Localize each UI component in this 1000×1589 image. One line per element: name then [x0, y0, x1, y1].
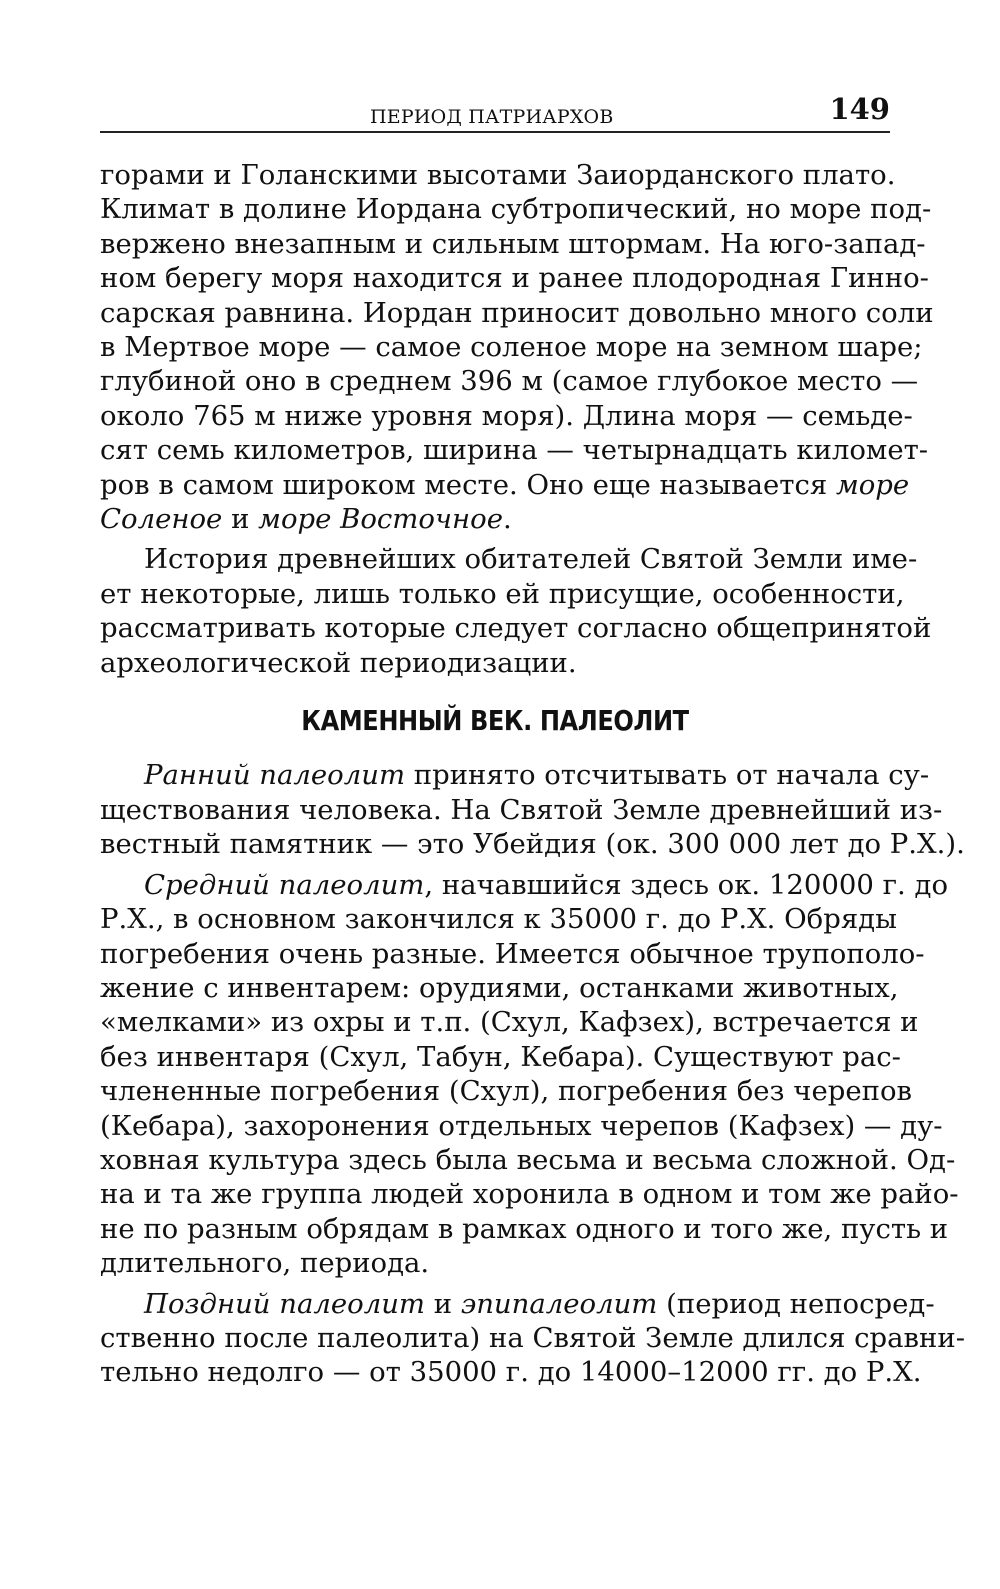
section-heading: КАМЕННЫЙ ВЕК. ПАЛЕОЛИТ	[301, 704, 689, 738]
text-line	[100, 296, 934, 330]
text-run: и	[425, 1287, 461, 1320]
text-run: вестный памятник — это Убейдия (ок. 300 000 лет до Р.Х.).	[100, 828, 965, 861]
text-line	[100, 1109, 943, 1143]
text-run: тельно недолго — от 35000 г. до 14000–12000 гг. до Р.Х.	[100, 1356, 922, 1389]
running-header	[100, 92, 890, 132]
text-line	[100, 158, 896, 192]
text-run: археологической периодизации.	[100, 646, 577, 679]
text-line	[100, 868, 949, 902]
italic-term: Соленое	[100, 503, 223, 536]
italic-term: море	[835, 468, 910, 501]
italic-term: Ранний палеолит	[144, 759, 406, 792]
text-line	[100, 1040, 901, 1074]
running-head-title: ПЕРИОД ПАТРИАРХОВ	[370, 106, 614, 128]
italic-term: море Восточное	[258, 503, 503, 536]
text-run: «мелками» из охры и т.п. (Схул, Кафзех), встречается и	[100, 1006, 919, 1039]
text-line	[100, 433, 929, 467]
text-run: глубиной оно в среднем 396 м (самое глубокое место —	[100, 365, 919, 398]
text-run: Р.Х., в основном закончился к 35000 г. до Р.Х. Обряды	[100, 903, 898, 936]
text-line	[100, 1287, 935, 1321]
text-run: жение с инвентарем: орудиями, останками животных,	[100, 971, 899, 1004]
text-line	[100, 577, 905, 611]
text-run: вержено внезапным и сильным штормам. На юго-запад-	[100, 227, 926, 260]
text-run: ществования человека. На Святой Земле древнейший из-	[100, 793, 943, 826]
italic-term: Поздний палеолит	[144, 1287, 425, 1320]
text-line	[100, 1246, 890, 1280]
text-line	[100, 793, 943, 827]
text-line	[100, 399, 913, 433]
text-line	[100, 971, 899, 1005]
text-run: (период непосред-	[657, 1287, 935, 1320]
text-line	[100, 192, 932, 226]
italic-term: Средний палеолит	[144, 868, 425, 901]
text-run: на и та же группа людей хоронила в одном и том же райо-	[100, 1178, 959, 1211]
text-line	[100, 1355, 922, 1389]
text-line	[100, 227, 926, 261]
page-number: 149	[829, 92, 890, 126]
text-run: без инвентаря (Схул, Табун, Кебара). Существуют рас-	[100, 1040, 901, 1073]
text-run: не по разным обрядам в рамках одного и того же, пусть и	[100, 1212, 949, 1245]
text-run: и	[222, 503, 259, 536]
text-run: История древнейших обитателей Святой Земли име-	[144, 543, 918, 576]
text-line	[100, 502, 890, 536]
text-run: (Кебара), захоронения отдельных черепов (Кафзех) — ду-	[100, 1109, 943, 1142]
text-line	[100, 1074, 913, 1108]
text-run: ственно после палеолита) на Святой Земле длился сравни-	[100, 1321, 965, 1354]
text-line	[100, 646, 890, 680]
text-run: принято отсчитывать от начала су-	[405, 759, 930, 792]
text-run: сарская равнина. Иордан приносит довольно много соли	[100, 296, 934, 329]
text-line	[100, 1212, 949, 1246]
text-line	[100, 827, 965, 861]
text-run: горами и Голанскими высотами Заиорданского плато.	[100, 159, 896, 191]
text-line	[100, 1177, 959, 1211]
text-run: , начавшийся здесь ок. 120000 г. до	[424, 868, 949, 901]
text-line	[100, 468, 910, 502]
text-run: ров в самом широком месте. Оно еще называется	[100, 468, 836, 501]
text-line	[100, 758, 930, 792]
text-run: сят семь километров, ширина — четырнадцать километ-	[100, 434, 929, 467]
text-line	[100, 261, 929, 295]
text-run: ном берегу моря находится и ранее плодородная Гинно-	[100, 262, 929, 295]
text-line	[100, 1005, 919, 1039]
text-run: длительного, периода.	[100, 1247, 430, 1280]
text-run: .	[502, 503, 512, 536]
text-line	[100, 611, 932, 645]
text-run: ховная культура здесь была весьма и весьма сложной. Од-	[100, 1143, 956, 1176]
text-run: рассматривать которые следует согласно общепринятой	[100, 612, 932, 645]
text-line	[100, 364, 919, 398]
text-line	[100, 542, 918, 576]
header-rule	[100, 131, 890, 133]
text-run: около 765 м ниже уровня моря). Длина моря — семьде-	[100, 399, 913, 432]
text-run: Климат в долине Иордана субтропический, но море под-	[100, 193, 932, 226]
text-run: в Мертвое море — самое соленое море на земном шаре;	[100, 331, 923, 364]
italic-term: эпипалеолит	[460, 1287, 658, 1320]
text-line	[100, 1143, 956, 1177]
text-line	[100, 330, 923, 364]
text-run: погребения очень разные. Имеется обычное трупополо-	[100, 937, 925, 970]
text-run: ет некоторые, лишь только ей присущие, особенности,	[100, 577, 905, 610]
text-line	[100, 902, 898, 936]
text-line	[100, 1321, 965, 1355]
body-text	[100, 158, 965, 1390]
text-line	[100, 937, 925, 971]
text-run: члененные погребения (Схул), погребения без черепов	[100, 1075, 913, 1108]
